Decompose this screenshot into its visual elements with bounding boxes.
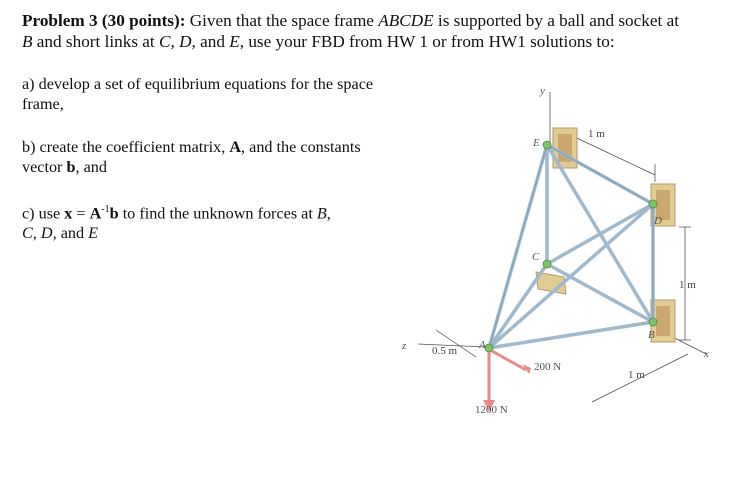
label-D: D [654,215,662,227]
joints [485,141,657,352]
dim-top-label: 1 m [588,128,605,140]
statement-line2-b: and [195,32,230,51]
joint-B [649,318,657,326]
statement-line2-rest: , use your FBD from HW 1 or from HW1 solutions to: [239,32,615,51]
unknown-point-b: B [316,204,327,223]
dim-left-label: 0.5 m [432,345,458,357]
load-down-label: 1200 N [475,404,508,416]
joint-E [543,141,551,149]
label-A: A [479,339,486,351]
part-b [22,137,392,177]
eq-x: x [64,204,73,223]
problem-statement [22,10,727,52]
x-axis-label: x [704,348,709,360]
y-axis-label: y [540,85,545,97]
eq-b: b [109,204,119,223]
part-a [22,74,392,114]
statement-line1-b: is supported by a ball and socket at [433,11,679,30]
problem-heading: Problem 3 (30 points): [22,11,186,30]
part-c-and: and [56,224,89,243]
unknown-point-e: E [88,224,98,243]
support-point-b: B [22,32,33,51]
load-side-label: 200 N [534,361,562,373]
z-axis-label: z [402,340,407,352]
joint-C [543,260,551,268]
statement-line1-a: Given that the space frame [189,11,379,30]
frame-members [489,145,653,348]
part-c-pre: c) use [22,204,65,223]
statement-line2-a: and short links at [32,32,160,51]
part-c: c) use $x = A^{-1}b$ to find the unknown forces at B, C, D, and E [22,204,331,243]
frame-name: ABCDE [378,11,434,30]
part-a-text: a) develop a set of equilibrium equations for the space frame, [22,75,374,113]
load-200-shaft [492,351,526,370]
label-E: E [533,137,540,149]
joint-A [485,344,493,352]
support-points-cd: C, D, [159,32,196,51]
dim-right-label: 1 m [679,279,696,291]
space-frame-figure [388,72,718,422]
eq-A: A [89,204,102,223]
label-B: B [648,329,655,341]
dim-bottom-label: 1 m [628,369,645,381]
eq-equals: = [72,204,90,223]
part-b-mid: , and the constants vector [22,138,361,176]
matrix-symbol: A [229,138,242,156]
label-C: C [532,251,540,263]
support-point-e: E [229,32,240,51]
unknown-points-cd: C, D, [22,224,57,243]
member-outlines [489,145,653,348]
part-b-pre: b) create the coefficient matrix, [22,138,230,156]
joint-D [649,200,657,208]
load-arrows [483,351,531,412]
member-CD [547,204,653,264]
part-b-post: , and [75,158,107,176]
part-c-post: to find the unknown forces at [118,204,317,223]
eq-inverse: -1 [101,204,110,215]
vector-symbol: b [66,158,76,176]
